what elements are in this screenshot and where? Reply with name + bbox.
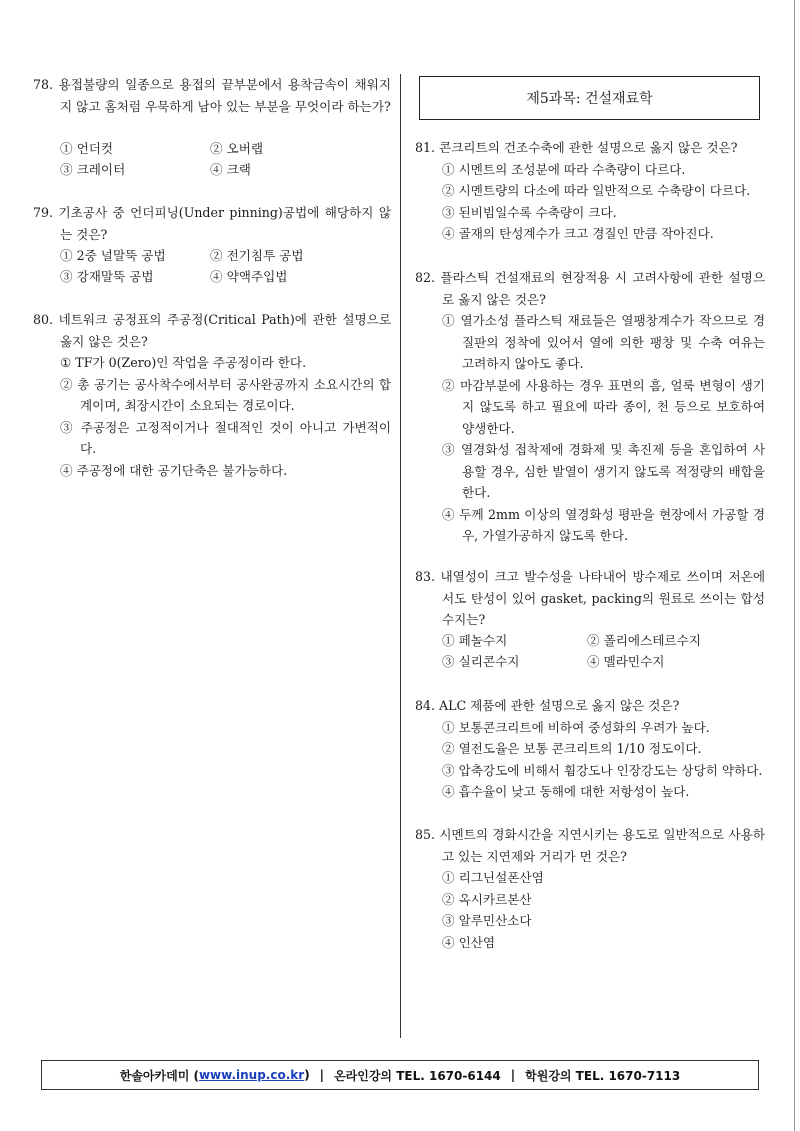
subject-title: 제5과목: 건설재료학 (526, 91, 653, 107)
option-3: ③ 크레이터 (60, 162, 126, 177)
option-1: ① 페놀수지 (442, 633, 508, 648)
option-3: ③ 열경화성 접착제에 경화제 및 촉진제 등을 혼입하여 사용할 경우, 심한 발열이 생기지 않도록 적정량의 배합을 한다. (442, 442, 765, 500)
footer-academy-tel: 학원강의 TEL. 1670-7113 (525, 1068, 681, 1083)
option-3: ③ 강재말뚝 공법 (60, 269, 154, 284)
question-text: 79. 기초공사 중 언더피닝(Under pinning)공법에 해당하지 않는 것은? (33, 205, 391, 242)
option-4: ④ 흡수율이 낮고 동해에 대한 저항성이 높다. (442, 784, 690, 799)
option-4: ④ 크랙 (210, 162, 251, 177)
option-2: ② 폴리에스테르수지 (587, 633, 701, 648)
option-2: ② 마감부분에 사용하는 경우 표면의 흠, 얼룩 변형이 생기지 않도록 하고 필요에 따라 종이, 천 등으로 보호하여 양생한다. (442, 377, 765, 436)
option-3: ③ 된비빔일수록 수축량이 크다. (442, 204, 617, 220)
question-78 (33, 74, 391, 177)
question-79 (33, 202, 391, 284)
option-3: ③ 실리콘수지 (442, 654, 520, 669)
option-2: ② 오버랩 (210, 141, 264, 156)
footer-separator: | (510, 1068, 516, 1082)
question-84 (415, 695, 765, 803)
option-4: ④ 약액주입법 (210, 269, 288, 284)
question-81 (415, 137, 765, 245)
option-3: ③ 압축강도에 비해서 휨강도나 인장강도는 상당히 약하다. (442, 762, 763, 778)
option-4: ④ 멜라민수지 (587, 654, 665, 669)
question-82 (415, 267, 765, 547)
footer-separator: | (319, 1068, 325, 1082)
option-3: ③ 알루민산소다 (442, 913, 532, 928)
page-edge-line (794, 0, 795, 1131)
option-1: ① 리그닌설폰산염 (442, 870, 544, 885)
question-text: 85. 시멘트의 경화시간을 지연시키는 용도로 일반적으로 사용하고 있는 지연제와 거리가 먼 것은? (415, 827, 765, 864)
option-4: ④ 인산염 (442, 934, 496, 950)
option-2: ② 총 공기는 공사착수에서부터 공사완공까지 소요시간의 합계이며, 최장시간이 소요되는 경로이다. (60, 376, 391, 413)
question-80 (33, 309, 391, 481)
question-85 (415, 824, 765, 953)
subject-header (419, 76, 760, 120)
question-text: 78. 용접불량의 일종으로 용접의 끝부분에서 용착금속이 채워지지 않고 홈처럼 우묵하게 남아 있는 부분을 무엇이라 하는가? (33, 77, 391, 114)
question-text: 82. 플라스틱 건설재료의 현장적용 시 고려사항에 관한 설명으로 옳지 않은 것은? (415, 270, 765, 307)
option-2: ② 전기침투 공법 (210, 248, 304, 263)
option-4: ④ 주공정에 대한 공기단축은 불가능하다. (60, 462, 288, 478)
option-4: ④ 두께 2mm 이상의 열경화성 평판을 현장에서 가공할 경우, 가열가공하지 않도록 한다. (442, 506, 765, 543)
question-text: 81. 콘크리트의 건조수축에 관한 설명으로 옳지 않은 것은? (415, 140, 738, 155)
footer-bar (41, 1060, 759, 1090)
option-1: ① 시멘트의 조성분에 따라 수축량이 다르다. (442, 161, 686, 177)
option-1: ① 언더컷 (60, 141, 114, 156)
option-1: ① 열가소성 플라스틱 재료들은 열팽창계수가 작으므로 경질판의 정착에 있어서 열에 의한 팽창 및 수축 여유는 고려하지 않아도 좋다. (442, 313, 765, 371)
question-83 (415, 566, 765, 669)
option-1: ① TF가 0(Zero)인 작업을 주공정이라 한다. (60, 355, 307, 370)
footer-academy-name: 한솔아카데미 ( (119, 1068, 199, 1083)
question-text: 83. 내열성이 크고 발수성을 나타내어 방수제로 쓰이며 저온에서도 탄성이 있어 gasket, packing의 원료로 쓰이는 합성수지는? (415, 569, 765, 627)
footer-online-tel: 온라인강의 TEL. 1670-6144 (334, 1068, 501, 1083)
footer-website-link[interactable]: www.inup.co.kr (198, 1068, 305, 1082)
column-divider (400, 74, 401, 1038)
option-2: ② 옥시카르본산 (442, 891, 532, 907)
option-2: ② 열전도율은 보통 콘크리트의 1/10 정도이다. (442, 741, 702, 756)
option-2: ② 시멘트량의 다소에 따라 일반적으로 수축량이 다르다. (442, 183, 751, 198)
question-text: 80. 네트워크 공정표의 주공정(Critical Path)에 관한 설명으로 옳지 않은 것은? (33, 312, 391, 349)
question-text: 84. ALC 제품에 관한 설명으로 옳지 않은 것은? (415, 698, 680, 713)
footer-paren-close: ) (304, 1068, 310, 1082)
option-3: ③ 주공정은 고정적이거나 절대적인 것이 아니고 가변적이다. (60, 419, 391, 456)
option-4: ④ 골재의 탄성계수가 크고 경질인 만큼 작아진다. (442, 226, 714, 241)
option-1: ① 2중 널말뚝 공법 (60, 248, 166, 263)
option-1: ① 보통콘크리트에 비하여 중성화의 우려가 높다. (442, 719, 710, 735)
